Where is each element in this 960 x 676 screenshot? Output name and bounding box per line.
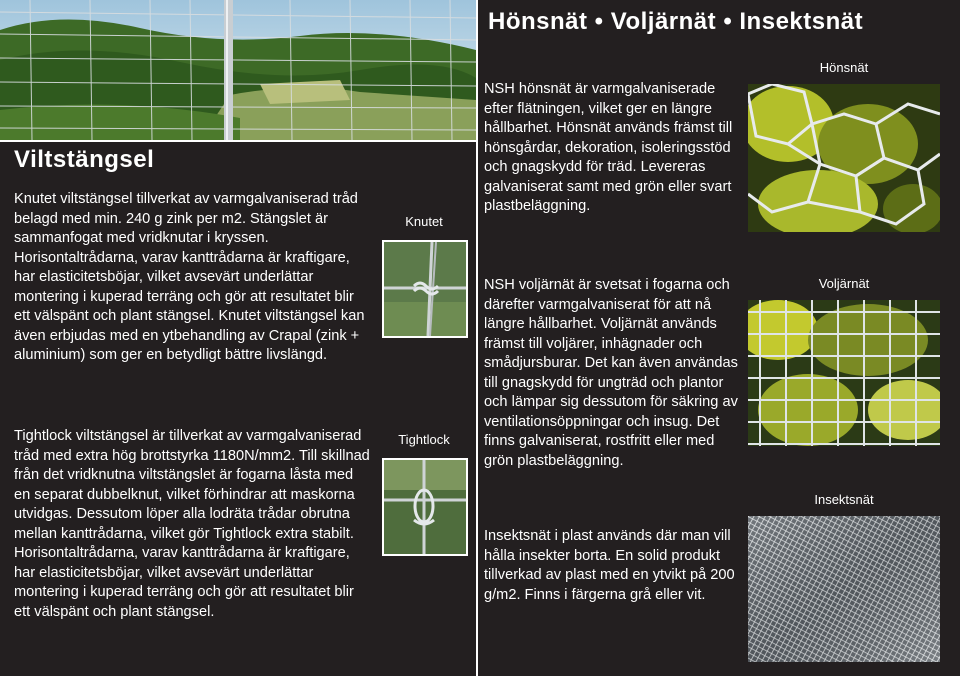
honsnat-caption: Hönsnät <box>819 60 869 75</box>
divider <box>0 140 476 142</box>
honsnat-description: NSH hönsnät är varmgalvaniserade efter flätningen, vilket ger en längre hållbarhet. Hönsnät används främst till hönsgårdar, dekoration, isoleringsstöd och gnagskydd för träd. Levereras galvaniserat samt med grön eller svart plastbeläggning. <box>484 81 733 214</box>
welded-mesh-photo <box>748 300 940 446</box>
tightlock-caption: Tightlock <box>398 432 450 447</box>
knutet-description: Knutet viltstängsel tillverkat av varmgalvaniserad tråd belagd med min. 240 g zink per m2. Stängslet är sammanfogat med vridknutar i kryssen. Horisontaltrådarna, varav kanttrådarna är kraftigare, har elasticitetsböjar, vilket avsevärt underlättar montering i kuperad terräng och gör att resultatet blir ett välspänt och plant stängsel. Knutet viltstängsel kan även erbjudas med en ytbehandling av Crapal (zink + aluminium) som ger en betydligt bättre livslängd. <box>14 191 365 363</box>
page-title: Viltstängsel <box>14 146 155 173</box>
insektsnat-description: Insektsnät i plast används där man vill hålla insekter borta. En solid produkt tillverkad av plast med en ytvikt på 200 g/m2. Finns i färgerna grå eller vit. <box>484 528 735 603</box>
insect-mesh-photo <box>748 516 940 662</box>
fence-landscape-photo <box>0 0 476 140</box>
hexagonal-mesh-photo <box>748 84 940 232</box>
voljarnat-description: NSH voljärnät är svetsat i fogarna och därefter varmgalvaniserat för att nå längre hållbarhet. Voljärnät används främst till voljärer, inhägnader och smådjursburar. Det kan även användas till gnagskydd för ungträd och plantor och lämpar sig dessutom för säkring av ventilationsöppningar och insug. Det finns galvaniserat, rostfritt eller med grön plastbeläggning. <box>484 277 738 469</box>
voljarnat-caption: Voljärnät <box>818 276 870 291</box>
section-title: Hönsnät • Voljärnät • Insektsnät <box>488 8 864 35</box>
column-divider <box>476 0 478 676</box>
tightlock-description: Tightlock viltstängsel är tillverkat av varmgalvaniserad tråd med extra hög brottstyrka 1180N/mm2. Till skillnad från det vridknutna viltstängslet är fogarna låsta med en separat dubbelknut, vilket förhindrar att maskorna utvidgas. Dessutom löper alla lodräta trådar obrutna mellan kanttrådarna, vilket gör Tightlock extra stabilt. Horisontaltrådarna, varav kanttrådarna är kraftigare, har elasticitetsböjar, vilket avsevärt underlättar montering i kuperad terräng och gör att resultatet blir ett välspänt och plant stängsel. <box>14 428 370 620</box>
knutet-knot-photo <box>382 240 468 338</box>
tightlock-knot-photo <box>382 458 468 556</box>
left-panel <box>0 0 476 676</box>
insektsnat-caption: Insektsnät <box>814 492 874 507</box>
knutet-caption: Knutet <box>405 214 443 229</box>
